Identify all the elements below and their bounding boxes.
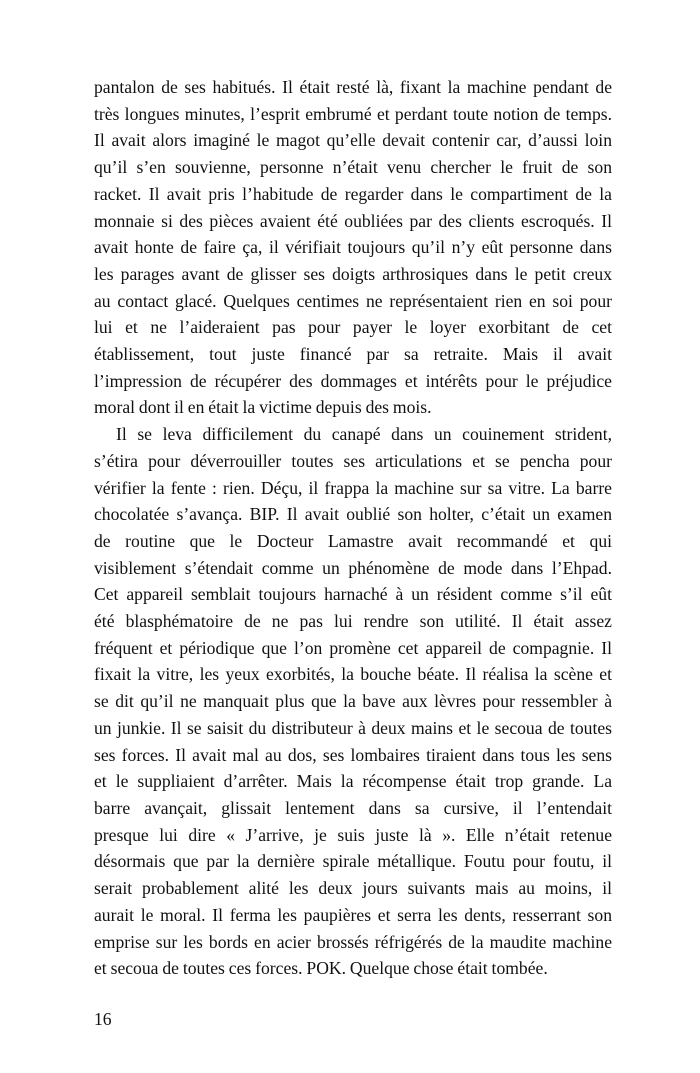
text-line: visiblement s’étendait comme un phénomène de mode dans l’Ehpad. bbox=[94, 557, 612, 578]
text-line: ses forces. Il avait mal au dos, ses lombaires tiraient dans tous les sens bbox=[94, 744, 612, 765]
text-line: racket. Il avait pris l’habitude de regarder dans le compartiment de la bbox=[94, 183, 612, 204]
paragraph bbox=[94, 421, 612, 982]
text-line: monnaie si des pièces avaient été oubliées par des clients escroqués. Il bbox=[94, 210, 612, 231]
text-line: barre avançait, glissait lentement dans sa cursive, il l’entendait bbox=[94, 797, 612, 818]
text-line: et le suppliaient d’arrêter. Mais la récompense était trop grande. La bbox=[94, 771, 612, 792]
body-text bbox=[94, 74, 612, 982]
text-line: Cet appareil semblait toujours harnaché à un résident comme s’il eût bbox=[94, 584, 612, 605]
text-line: pantalon de ses habitués. Il était resté là, fixant la machine pendant de bbox=[94, 77, 612, 97]
text-line: serait probablement alité les deux jours suivants mais au moins, il bbox=[94, 878, 612, 899]
text-line: fréquent et périodique que l’on promène cet appareil de compagnie. Il bbox=[94, 637, 612, 658]
text-line: emprise sur les bords en acier brossés réfrigérés de la maudite machine bbox=[94, 931, 612, 952]
text-line: fixait la vitre, les yeux exorbités, la bouche béate. Il réalisa la scène et bbox=[94, 664, 612, 685]
page-number: 16 bbox=[94, 1008, 112, 1029]
text-line: les parages avant de glisser ses doigts arthrosiques dans le petit creux bbox=[94, 263, 612, 284]
text-line: de routine que le Docteur Lamastre avait recommandé et qui bbox=[94, 530, 612, 551]
text-line: et secoua de toutes ces forces. POK. Quelque chose était tombée. bbox=[94, 958, 548, 979]
text-line: Il avait alors imaginé le magot qu’elle devait contenir car, d’aussi loin bbox=[94, 130, 612, 151]
text-line: l’impression de récupérer des dommages et intérêts pour le préjudice bbox=[94, 370, 612, 391]
text-line: vérifier la fente : rien. Déçu, il frappa la machine sur sa vitre. La barre bbox=[94, 477, 612, 498]
paragraph bbox=[94, 74, 612, 421]
text-line: presque lui dire « J’arrive, je suis juste là ». Elle n’était retenue bbox=[94, 824, 612, 845]
text-line: s’étira pour déverrouiller toutes ses articulations et se pencha pour bbox=[94, 450, 612, 471]
text-line: au contact glacé. Quelques centimes ne représentaient rien en soi pour bbox=[94, 290, 612, 311]
text-line: aurait le moral. Il ferma les paupières et serra les dents, resserrant son bbox=[94, 904, 612, 925]
text-line: établissement, tout juste financé par sa retraite. Mais il avait bbox=[94, 344, 612, 365]
text-line: très longues minutes, l’esprit embrumé et perdant toute notion de temps. bbox=[94, 103, 612, 124]
text-line: se dit qu’il ne manquait plus que la bave aux lèvres pour ressembler à bbox=[94, 691, 612, 712]
text-line: moral dont il en était la victime depuis des mois. bbox=[94, 397, 432, 418]
text-line: lui et ne l’aideraient pas pour payer le loyer exorbitant de cet bbox=[94, 317, 612, 338]
text-line: avait honte de faire ça, il vérifiait toujours qu’il n’y eût personne dans bbox=[94, 237, 612, 258]
text-line: qu’il s’en souvienne, personne n’était venu chercher le fruit de son bbox=[94, 157, 612, 178]
text-line: été blasphématoire de ne pas lui rendre son utilité. Il était assez bbox=[94, 611, 612, 632]
text-line: Il se leva difficilement du canapé dans un couinement strident, bbox=[116, 424, 612, 445]
text-line: chocolatée s’avança. BIP. Il avait oublié son holter, c’était un examen bbox=[94, 504, 612, 525]
text-line: désormais que par la dernière spirale métallique. Foutu pour foutu, il bbox=[94, 851, 612, 872]
text-line: un junkie. Il se saisit du distributeur à deux mains et le secoua de toutes bbox=[94, 717, 612, 738]
